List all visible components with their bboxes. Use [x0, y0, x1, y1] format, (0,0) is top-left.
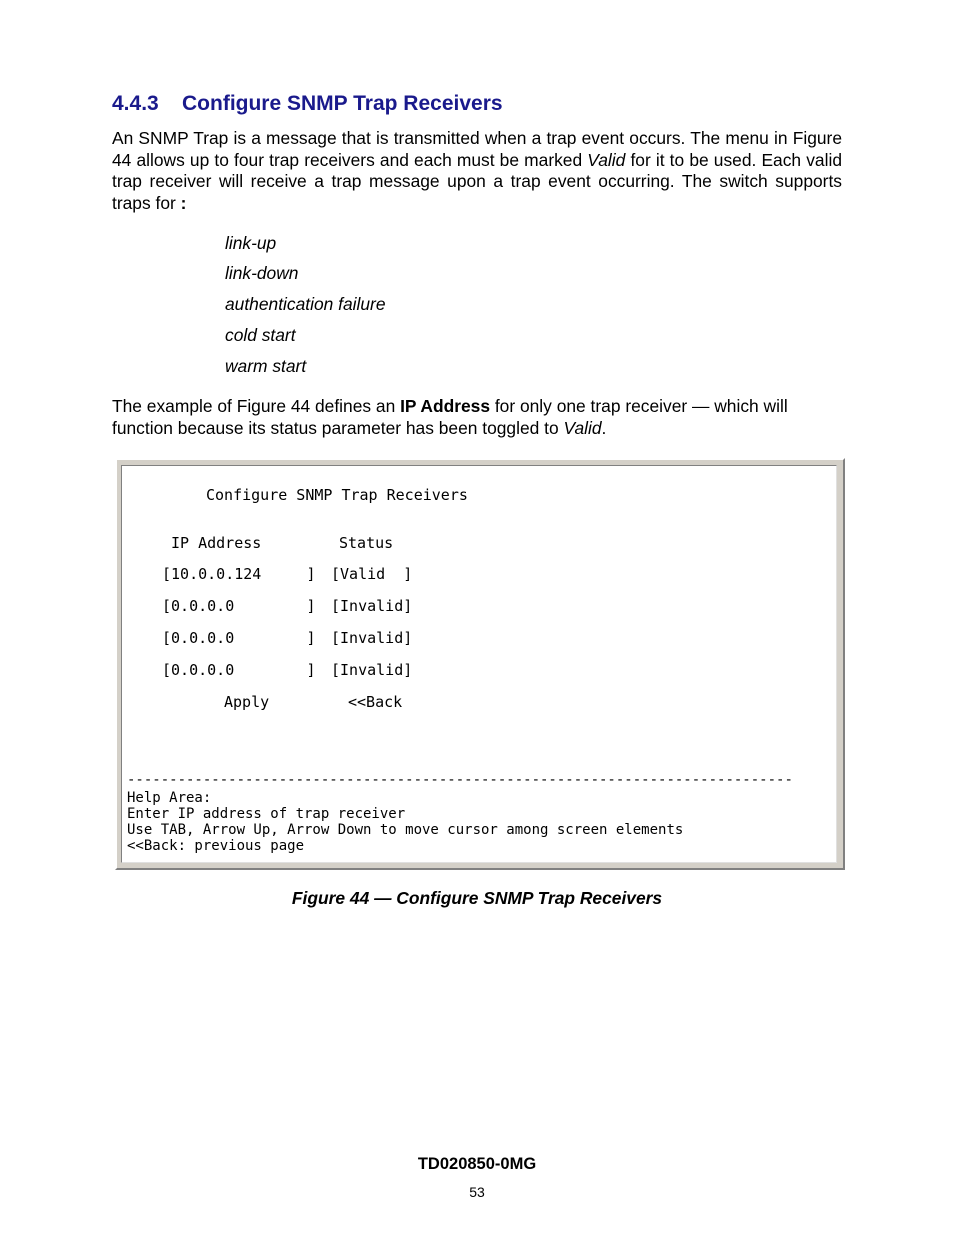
intro-valid-word: Valid — [587, 149, 626, 170]
page-number: 53 — [469, 1184, 485, 1200]
ip-address-field-4[interactable]: [0.0.0.0 ] — [162, 661, 316, 679]
help-line: Use TAB, Arrow Up, Arrow Down to move cursor among screen elements — [127, 822, 684, 838]
example-text-2: for only one trap receiver — which will function because its status parameter has been toggled to — [112, 396, 788, 438]
example-ip-address-term: IP Address — [400, 396, 490, 416]
trap-type-item: link-down — [225, 263, 299, 283]
back-button[interactable]: <<Back — [348, 693, 403, 711]
trap-type-item: cold start — [225, 325, 296, 345]
apply-button[interactable]: Apply — [224, 693, 270, 711]
status-toggle-1[interactable]: [Valid ] — [331, 565, 413, 583]
help-line: Enter IP address of trap receiver — [127, 806, 406, 822]
example-paragraph — [112, 396, 842, 439]
section-title: Configure SNMP Trap Receivers — [182, 92, 503, 115]
intro-paragraph — [112, 128, 842, 214]
figure-caption: Figure 44 — Configure SNMP Trap Receivers — [291, 888, 663, 908]
column-header-ip-address: IP Address — [171, 534, 262, 552]
status-toggle-4[interactable]: [Invalid] — [331, 661, 413, 679]
help-area-label: Help Area: — [127, 790, 212, 806]
ip-address-field-1[interactable]: [10.0.0.124 ] — [162, 565, 316, 583]
help-line: <<Back: previous page — [127, 838, 305, 854]
example-text-1: The example of Figure 44 defines an — [112, 396, 401, 416]
section-number: 4.4.3 — [112, 92, 159, 115]
example-period: . — [601, 417, 607, 438]
document-id: TD020850-0MG — [417, 1155, 537, 1173]
terminal-title: Configure SNMP Trap Receivers — [206, 486, 468, 504]
status-toggle-2[interactable]: [Invalid] — [331, 597, 413, 615]
ip-address-field-2[interactable]: [0.0.0.0 ] — [162, 597, 316, 615]
intro-text-1: An SNMP Trap is a message that is transmitted when a trap event occurs. The menu in Figure 44 allows up to four trap receivers and each must be marked — [112, 128, 842, 170]
column-header-status: Status — [339, 534, 394, 552]
help-separator: ------------------------------------------------------------------------------- — [127, 772, 793, 788]
trap-type-item: authentication failure — [225, 294, 386, 314]
status-toggle-3[interactable]: [Invalid] — [331, 629, 413, 647]
intro-colon: : — [180, 192, 187, 213]
example-valid-word: Valid — [563, 417, 602, 438]
section-heading — [112, 92, 503, 116]
trap-type-item: warm start — [225, 356, 307, 376]
intro-text-2: for it to be used. Each valid trap receiver will receive a trap message upon a trap event occurring. The switch supports traps for — [112, 149, 842, 213]
ip-address-field-3[interactable]: [0.0.0.0 ] — [162, 629, 316, 647]
trap-type-item: link-up — [225, 233, 277, 253]
